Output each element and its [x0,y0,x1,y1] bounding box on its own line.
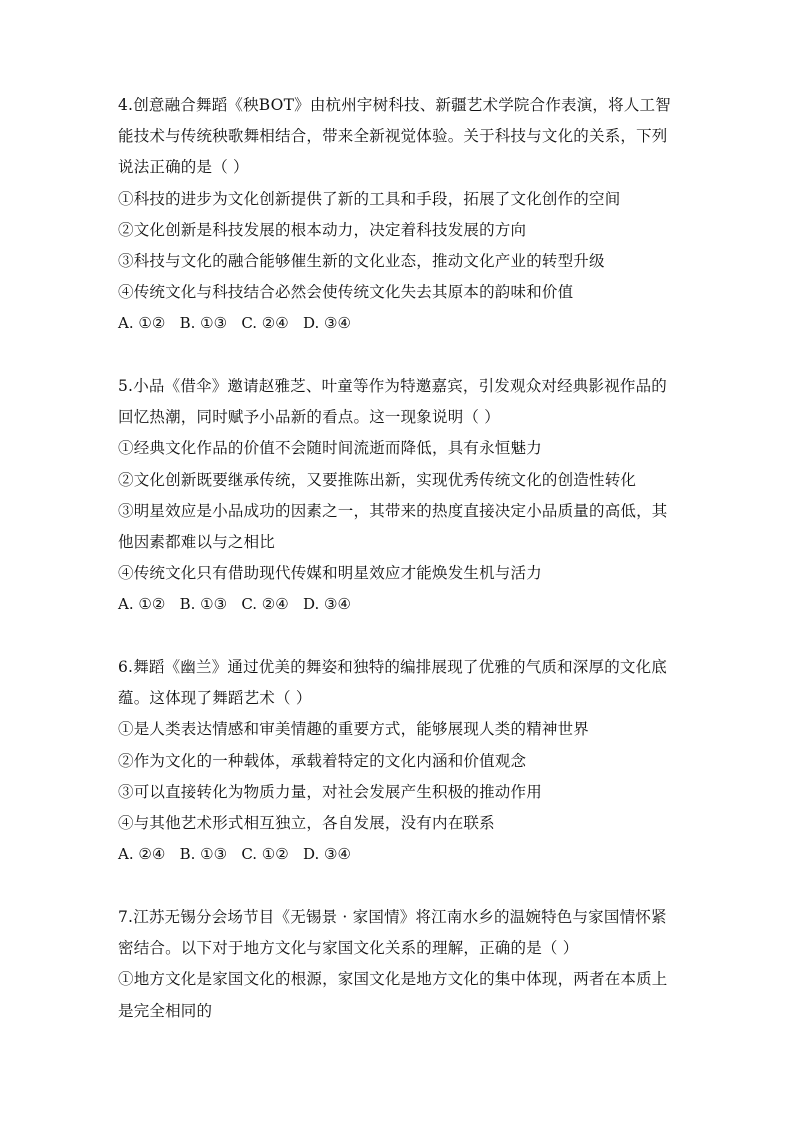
option-line: ②文化创新是科技发展的根本动力，决定着科技发展的方向 [118,220,527,239]
question-6 [118,652,678,870]
question-stem-line: 5.小品《借伞》邀请赵雅芝、叶童等作为特邀嘉宾，引发观众对经典影视作品的 [118,377,667,395]
question-stem-line: 回忆热潮，同时赋予小品新的看点。这一现象说明（ ） [118,408,500,427]
option-line: ①是人类表达情感和审美情趣的重要方式，能够展现人类的精神世界 [118,720,590,739]
option-line: ①科技的进步为文化创新提供了新的工具和手段，拓展了文化创作的空间 [118,189,621,208]
option-line: 是完全相同的 [118,1001,213,1020]
question-7 [118,902,678,1027]
option-line: 他因素都难以与之相比 [118,532,276,551]
question-stem-line: 说法正确的是（ ） [118,158,249,177]
question-4 [118,90,678,340]
option-line: ②文化创新既要继承传统，又要推陈出新，实现优秀传统文化的创造性转化 [118,470,637,489]
option-line: ④传统文化与科技结合必然会使传统文化失去其原本的韵味和价值 [118,283,574,302]
answer-choices: A. ①② B. ①③ C. ②④ D. ③④ [118,595,351,614]
question-stem-line: 密结合。以下对于地方文化与家国文化关系的理解，正确的是（ ） [118,939,579,958]
question-stem-line: 6.舞蹈《幽兰》通过优美的舞姿和独特的编排展现了优雅的气质和深厚的文化底 [118,658,667,676]
option-line: ③可以直接转化为物质力量，对社会发展产生积极的推动作用 [118,782,542,801]
option-line: ④传统文化只有借助现代传媒和明星效应才能焕发生机与活力 [118,564,542,583]
question-stem-line: 蕴。这体现了舞蹈艺术（ ） [118,689,312,708]
answer-choices: A. ①② B. ①③ C. ②④ D. ③④ [118,314,351,333]
option-line: ③科技与文化的融合能够催生新的文化业态，推动文化产业的转型升级 [118,251,605,270]
question-stem-line: 4.创意融合舞蹈《秧BOT》由杭州宇树科技、新疆艺术学院合作表演，将人工智 [118,96,671,114]
question-stem-line: 能技术与传统秧歌舞相结合，带来全新视觉体验。关于科技与文化的关系，下列 [118,127,668,146]
option-line: ②作为文化的一种载体，承载着特定的文化内涵和价值观念 [118,751,527,770]
option-line: ①地方文化是家国文化的根源，家国文化是地方文化的集中体现，两者在本质上 [118,970,668,989]
answer-choices: A. ②④ B. ①③ C. ①② D. ③④ [118,845,351,864]
option-line: ④与其他艺术形式相互独立，各自发展，没有内在联系 [118,813,495,832]
option-line: ③明星效应是小品成功的因素之一，其带来的热度直接决定小品质量的高低，其 [118,501,668,520]
option-line: ①经典文化作品的价值不会随时间流逝而降低，具有永恒魅力 [118,439,542,458]
question-5 [118,371,678,621]
question-stem-line: 7.江苏无锡分会场节目《无锡景 · 家国情》将江南水乡的温婉特色与家国情怀紧 [118,908,667,926]
